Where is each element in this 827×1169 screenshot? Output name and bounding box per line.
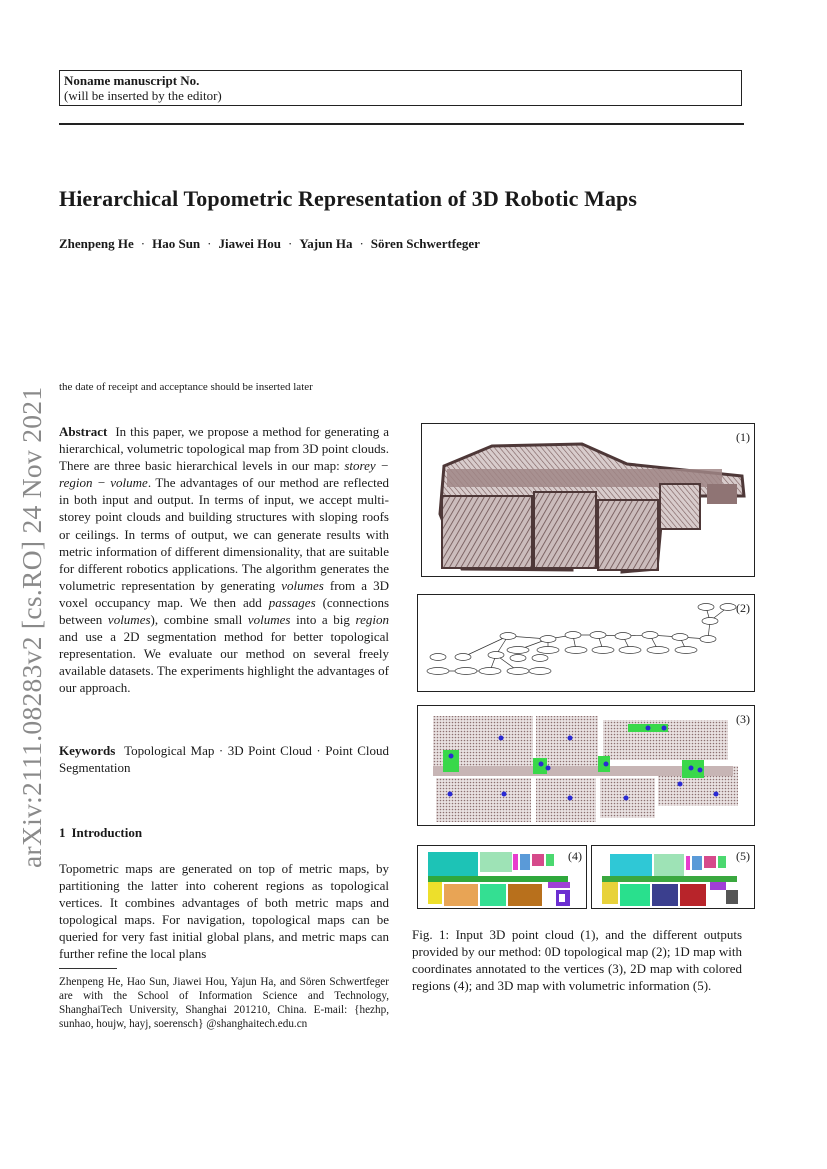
abstract-levels: storey − region − volume	[59, 458, 389, 491]
manuscript-header-box	[59, 70, 742, 106]
intro-paragraph: Topometric maps are generated on top of metric maps, by partitioning the latter into coherent regions as topological vertices. It combines advantages of both metric maps and topological maps. For navigation, topological maps can be queried for very fast initial global plans, and metric maps can further refine the local plans	[59, 861, 389, 962]
figure-caption: Fig. 1: Input 3D point cloud (1), and the different outputs provided by our method: 0D topological map (2); 1D map with coordinates annotated to the vertices (3), 2D map with colored regions (4); and 3D map with volumetric information (5).	[412, 927, 742, 994]
author-name: Zhenpeng He	[59, 236, 134, 251]
abstract-text: from a 3D voxel occupancy map. We then add	[59, 577, 389, 610]
abstract-term: region	[355, 612, 389, 628]
author-list	[59, 236, 480, 252]
abstract-text: In this paper, we propose a method for generating a hierarchical, volumetric topological map from 3D point clouds. There are three basic hierarchical levels in our map:	[59, 424, 389, 474]
author-separator: ·	[207, 236, 212, 251]
section-title: Introduction	[71, 825, 143, 840]
panel-label: (1)	[736, 430, 750, 444]
keywords-label: Keywords	[59, 743, 116, 758]
abstract	[59, 423, 389, 697]
abstract-term: passages	[268, 594, 316, 610]
author-name: Yajun Ha	[299, 236, 353, 251]
panel-label: (2)	[736, 601, 750, 615]
keywords	[59, 742, 389, 776]
arxiv-identifier: arXiv:2111.08283v2 [cs.RO] 24 Nov 2021	[16, 386, 47, 868]
topological-graph-drawing	[418, 595, 754, 691]
abstract-text: and use a 2D segmentation method for better topological representation. We evaluate our method on several freely available datasets. The experiments highlight the advantages of our approach.	[59, 629, 389, 696]
keywords-text: Topological Map · 3D Point Cloud · Point Cloud Segmentation	[59, 743, 389, 776]
figure-panel-graph	[417, 594, 755, 692]
abstract-text: (connections between	[59, 594, 390, 628]
author-name: Sören Schwertfeger	[370, 236, 480, 251]
abstract-text: ), combine small	[150, 612, 248, 628]
figure-panel-volumes-3d	[591, 845, 755, 909]
pointcloud-drawing	[422, 424, 754, 576]
paper-title: Hierarchical Topometric Representation of 3D Robotic Maps	[59, 186, 638, 211]
date-note: the date of receipt and acceptance should be inserted later	[59, 381, 313, 393]
author-name: Jiawei Hou	[218, 236, 281, 251]
panel-label: (5)	[736, 849, 750, 863]
abstract-text: . The advantages of our method are reflected in both input and output. In terms of input, we accept multi-storey point clouds and building structures with sloping roofs or ceilings. In terms of output, we can generate results with metric information of different dimensionality, that are suitable for different robotics applications. The algorithm generates the volumetric representation by generating	[59, 475, 389, 593]
volume-map-3d-drawing	[592, 846, 754, 908]
vertex-map-drawing	[418, 706, 754, 825]
footnote-rule	[59, 968, 117, 969]
figure-panel-pointcloud	[421, 423, 755, 577]
panel-label: (3)	[736, 712, 750, 726]
section-heading	[59, 825, 148, 841]
footnote: Zhenpeng He, Hao Sun, Jiawei Hou, Yajun Ha, and Sören Schwertfeger are with the School of Information Science and Technology, ShanghaiTech University, Shanghai 201210, China. E-mail: {hezhp, sunhao, houjw, hayj, soerensch} @shanghaitech.edu.cn	[59, 976, 389, 1030]
header-rule	[59, 123, 744, 125]
author-separator: ·	[359, 236, 364, 251]
abstract-text: into a big	[290, 612, 356, 628]
section-number: 1	[59, 825, 66, 840]
abstract-term: volumes	[107, 612, 151, 628]
region-map-2d-drawing	[418, 846, 586, 908]
panel-label: (4)	[568, 849, 582, 863]
author-name: Hao Sun	[152, 236, 201, 251]
manuscript-number: Noname manuscript No.	[64, 73, 200, 88]
figure-panel-vertices	[417, 705, 755, 826]
author-separator: ·	[140, 236, 146, 251]
figure-panel-regions-2d	[417, 845, 587, 909]
abstract-label: Abstract	[59, 424, 108, 439]
author-separator: ·	[288, 236, 293, 251]
abstract-term: volumes	[247, 612, 291, 628]
abstract-term: volumes	[281, 577, 324, 593]
editor-note: (will be inserted by the editor)	[64, 88, 222, 103]
